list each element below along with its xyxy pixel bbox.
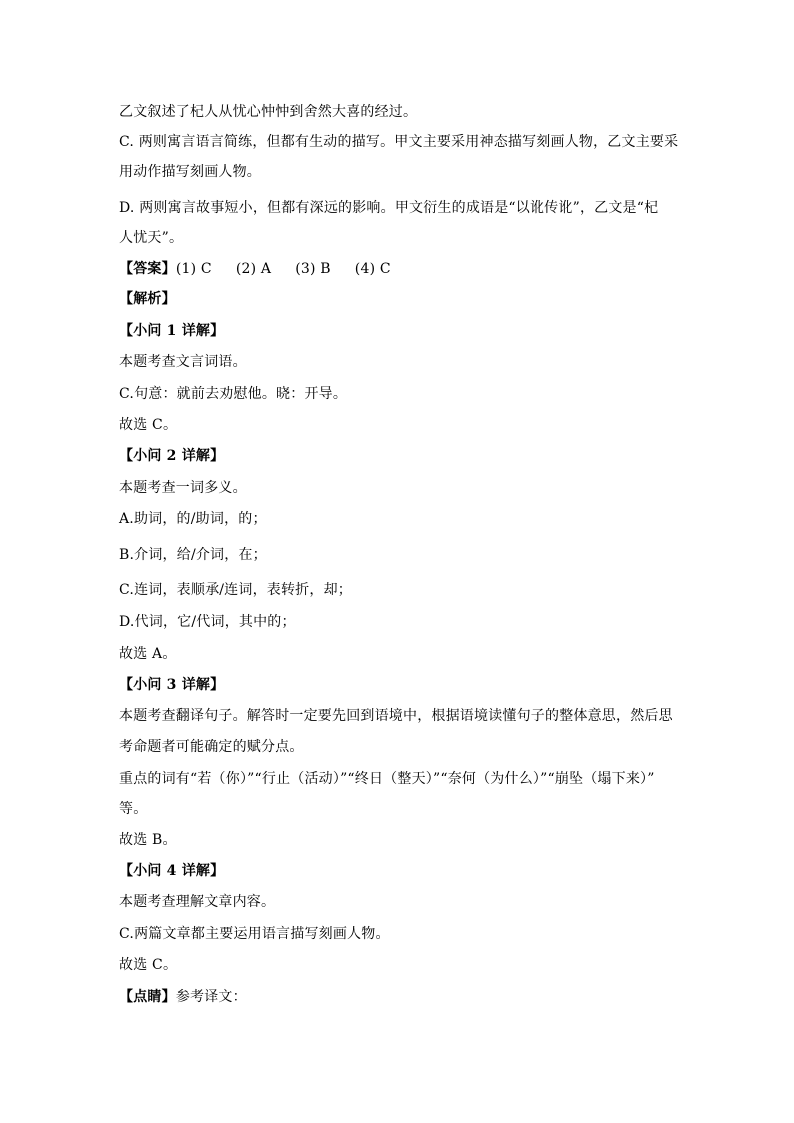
pointing-label: 【点睛】 (119, 989, 176, 1005)
text-line: 考命题者可能确定的赋分点。 (119, 739, 304, 755)
text-line: 本题考查翻译句子。解答时一定要先回到语境中，根据语境读懂句子的整体意思，然后思 (119, 708, 673, 724)
text-line: B.介词，给/介词，在； (119, 547, 267, 563)
text-line: 本题考查理解文章内容。 (119, 894, 276, 910)
text-line: 用动作描写刻画人物。 (119, 164, 261, 180)
text-line: C.连词，表顺承/连词，表转折，却； (119, 582, 352, 598)
option-d-line: D. 两则寓言故事短小，但都有深远的影响。甲文衍生的成语是“以讹传讹”，乙文是“杞 (119, 200, 659, 216)
text-line: 故选 C。 (119, 417, 178, 433)
text-line: D.代词，它/代词，其中的； (119, 614, 296, 630)
analysis-heading: 【解析】 (119, 291, 176, 307)
text-line: 故选 A。 (119, 646, 177, 662)
subquestion-1-heading: 【小问 1 详解】 (119, 323, 225, 339)
answer-item: (3) B (295, 261, 331, 277)
pointing-text: 参考译文： (175, 989, 247, 1005)
text-line: 人忧天”。 (119, 230, 184, 246)
text-line: 故选 C。 (119, 957, 178, 973)
subquestion-2-heading: 【小问 2 详解】 (119, 448, 225, 464)
answer-item: (4) C (354, 261, 391, 277)
answer-line (119, 260, 689, 278)
subquestion-3-heading: 【小问 3 详解】 (119, 677, 225, 693)
text-line: 等。 (119, 801, 148, 817)
text-line: 本题考查文言词语。 (119, 354, 247, 370)
option-c-line: C. 两则寓言语言简练，但都有生动的描写。甲文主要采用神态描写刻画人物，乙文主要采 (119, 134, 679, 150)
pointing-line (119, 988, 689, 1006)
text-line: C.句意：就前去劝慰他。晓：开导。 (119, 386, 348, 402)
answer-label: 【答案】 (119, 261, 176, 277)
text-line: C.两篇文章都主要运用语言描写刻画人物。 (119, 926, 390, 942)
answer-item: (2) A (235, 261, 272, 277)
text-line: 本题考查一词多义。 (119, 480, 247, 496)
text-line: 重点的词有“若（你）”“行止（活动）”“终日（整天）”“奈何（为什么）”“崩坠（塌下来）” (119, 771, 655, 787)
text-line: 乙文叙述了杞人从忧心忡忡到舍然大喜的经过。 (119, 104, 418, 120)
subquestion-4-heading: 【小问 4 详解】 (119, 863, 225, 879)
text-line: A.助词，的/助词，的； (119, 511, 267, 527)
text-line: 故选 B。 (119, 832, 177, 848)
answer-item: (1) C (175, 261, 212, 277)
